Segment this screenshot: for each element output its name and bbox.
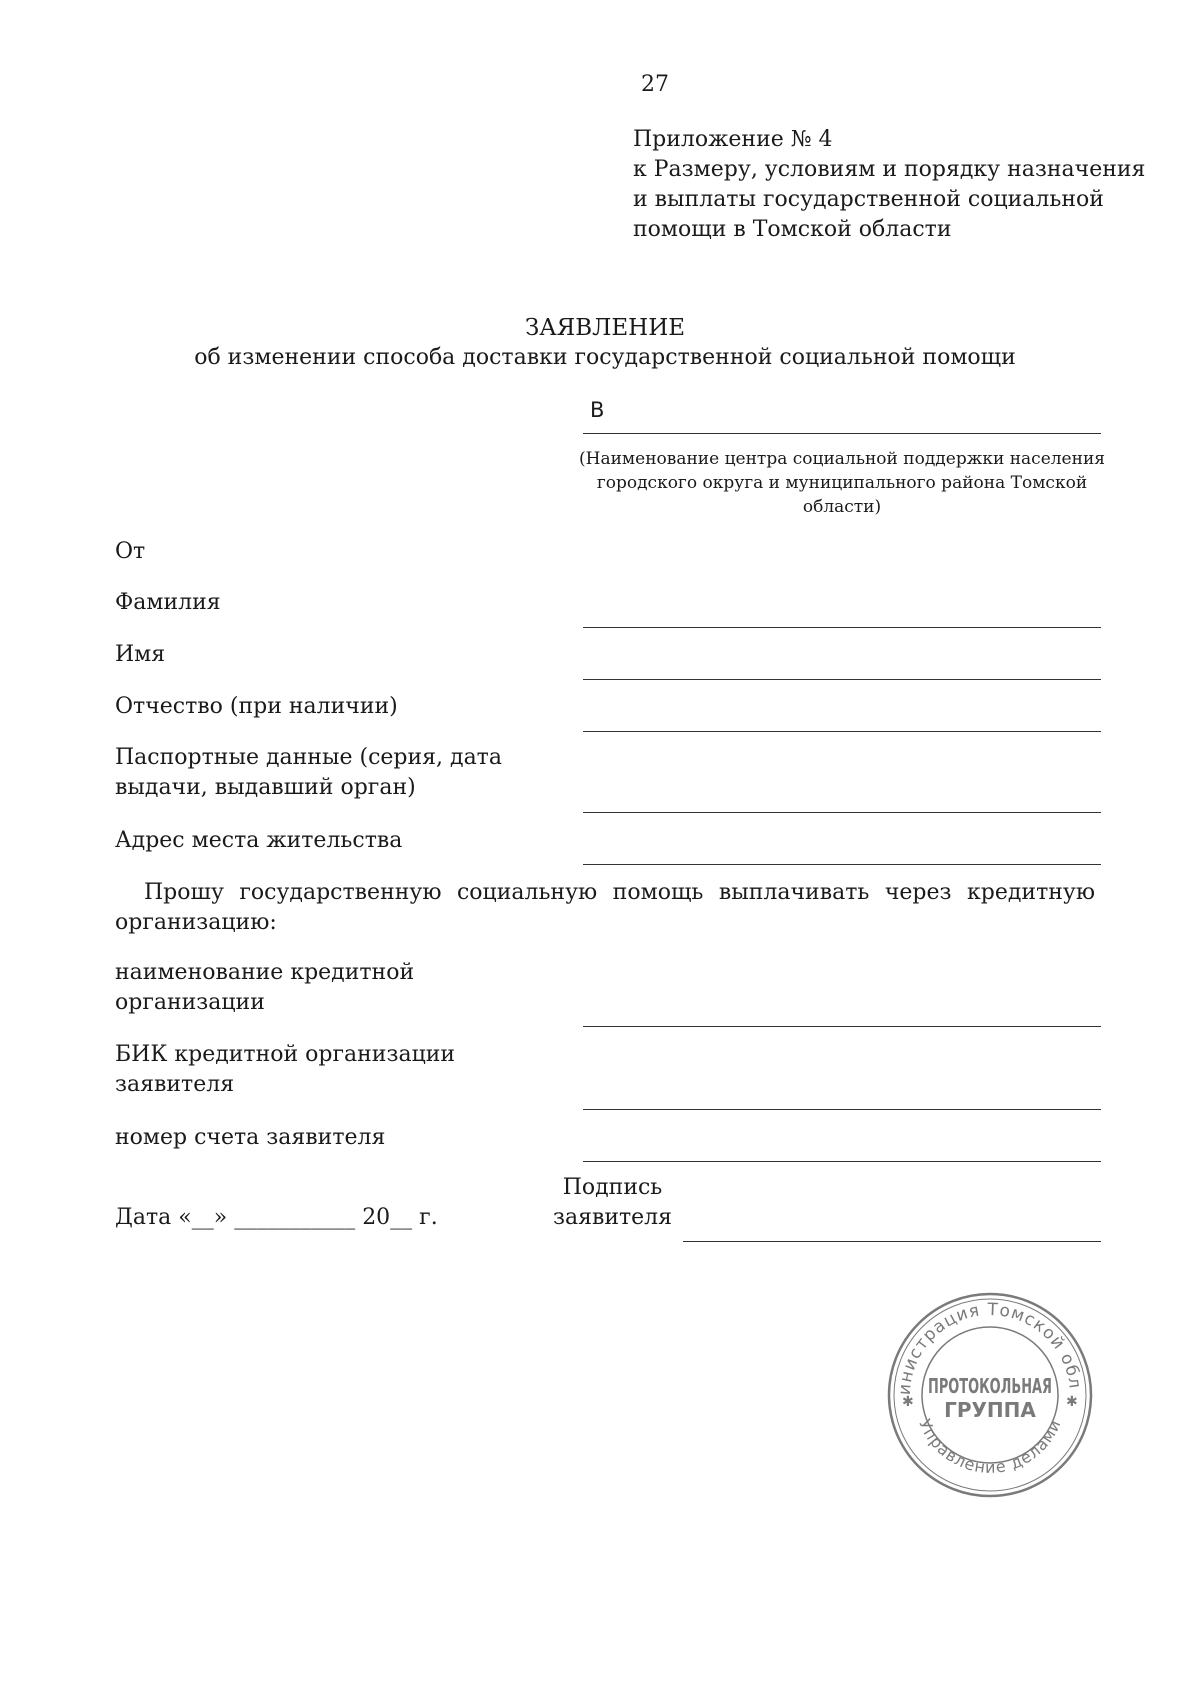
- bank-name-label-line-1: наименование кредитной: [115, 960, 415, 985]
- bik-label: [115, 1040, 455, 1100]
- annex-line-1: Приложение № 4: [633, 127, 833, 152]
- request-line-1: Прошу государственную социальную помощь выплачивать через кредитную: [144, 880, 1095, 905]
- account-label: номер счета заявителя: [115, 1125, 386, 1150]
- date-field[interactable]: Дата «__» ___________ 20__ г.: [115, 1205, 438, 1230]
- recipient-caption: [578, 447, 1106, 519]
- address-label: Адрес места жительства: [115, 828, 403, 853]
- signature-label-line-1: Подпись: [562, 1175, 663, 1200]
- recipient-caption-line-3: области): [802, 497, 882, 517]
- stamp-graphic: [885, 1290, 1095, 1500]
- name-label: Имя: [115, 642, 166, 667]
- signature-label: [550, 1173, 675, 1233]
- stamp-seal: [885, 1290, 1095, 1500]
- document-title: ЗАЯВЛЕНИЕ: [524, 315, 686, 341]
- annex-block: [633, 125, 1145, 245]
- address-input-line[interactable]: [583, 864, 1101, 865]
- account-input-line[interactable]: [583, 1161, 1101, 1162]
- bank-name-input-line[interactable]: [583, 1026, 1101, 1027]
- annex-line-2: к Размеру, условиям и порядку назначения: [633, 157, 1146, 182]
- bik-label-line-2: заявителя: [115, 1072, 235, 1097]
- recipient-caption-line-1: (Наименование центра социальной поддержки населения: [579, 449, 1105, 469]
- stamp-bottom-text: Управление делами: [915, 1416, 1065, 1477]
- bik-input-line[interactable]: [583, 1109, 1101, 1110]
- passport-label-line-1: Паспортные данные (серия, дата: [115, 745, 502, 770]
- patronymic-input-line[interactable]: [583, 731, 1101, 732]
- stamp-star-left-icon: ✱: [902, 1394, 914, 1410]
- name-input-line[interactable]: [583, 679, 1101, 680]
- passport-input-line[interactable]: [583, 812, 1101, 813]
- page-number: 27: [641, 72, 669, 97]
- recipient-input-line[interactable]: [583, 433, 1101, 434]
- annex-line-3: и выплаты государственной социальной: [633, 187, 1104, 212]
- stamp-inner-line-2: ГРУППА: [944, 1398, 1036, 1422]
- stamp-top-text: инистрация Томской обл: [894, 1299, 1085, 1396]
- stamp-star-right-icon: ✱: [1066, 1394, 1078, 1410]
- stamp-inner-line-1: ПРОТОКОЛЬНАЯ: [928, 1374, 1052, 1398]
- bik-label-line-1: БИК кредитной организации: [115, 1042, 456, 1067]
- signature-label-line-2: заявителя: [552, 1205, 673, 1230]
- bank-name-label-line-2: организации: [115, 990, 265, 1015]
- patronymic-label: Отчество (при наличии): [115, 694, 398, 719]
- passport-label-line-2: выдачи, выдавший орган): [115, 775, 416, 800]
- passport-label: [115, 743, 502, 803]
- request-line-2: организацию:: [115, 910, 277, 935]
- signature-input-line[interactable]: [683, 1241, 1101, 1242]
- recipient-caption-line-2: городского округа и муниципального района Томской: [596, 473, 1088, 493]
- surname-input-line[interactable]: [583, 627, 1101, 628]
- surname-label: Фамилия: [115, 590, 221, 615]
- from-label: От: [115, 539, 146, 564]
- document-subtitle: об изменении способа доставки государственной социальной помощи: [194, 345, 1016, 370]
- bank-name-label: [115, 958, 414, 1018]
- recipient-prefix: В: [590, 398, 605, 422]
- annex-line-4: помощи в Томской области: [633, 217, 952, 242]
